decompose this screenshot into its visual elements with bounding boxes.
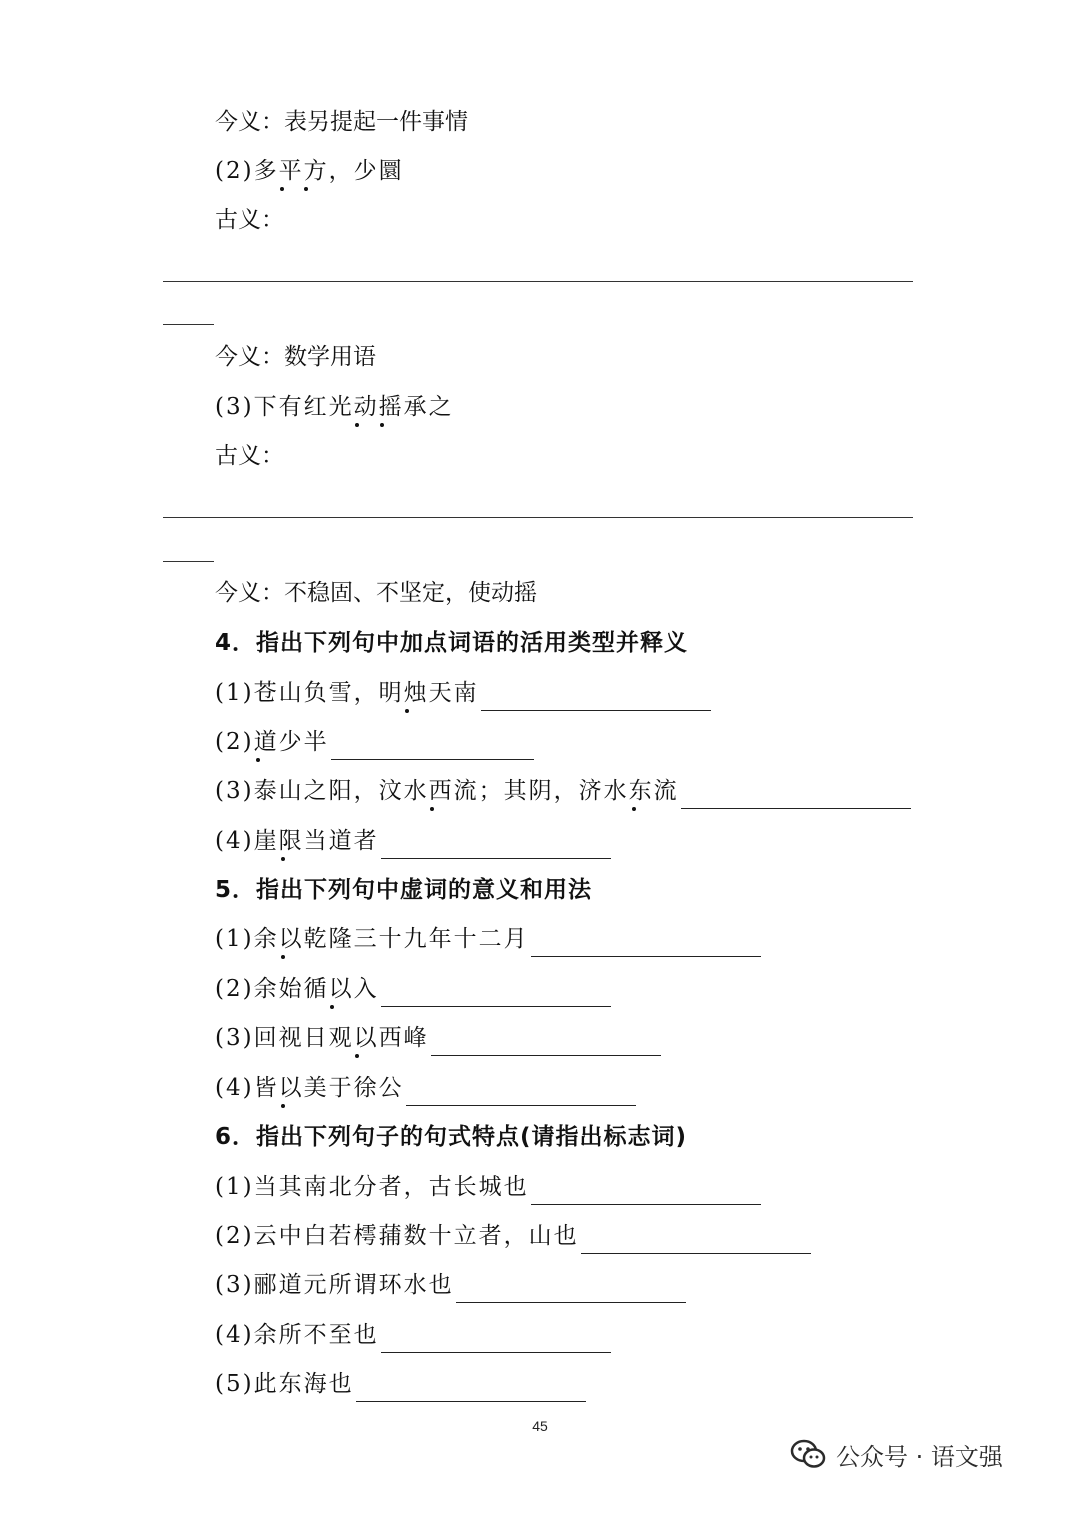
meaning-now-line: 今义：数学用语 (215, 344, 376, 370)
answer-blank[interactable] (531, 930, 761, 957)
emphasis-dot (405, 709, 409, 713)
emphasis-dot (330, 1005, 334, 1009)
emphasis-dot (281, 1104, 285, 1108)
answer-blank[interactable] (481, 684, 711, 711)
question-item: (2)道少半 (215, 724, 534, 760)
wechat-icon (790, 1439, 826, 1469)
answer-blank[interactable] (681, 782, 911, 809)
meaning-old-line: 古义： (215, 207, 284, 233)
section-heading: 4．指出下列句中加点词语的活用类型并释义 (215, 630, 689, 656)
question-item: (1)当其南北分者，古长城也 (215, 1169, 761, 1205)
question-item: (4)皆以美于徐公 (215, 1070, 636, 1106)
answer-rule-end[interactable] (163, 324, 214, 325)
answer-blank[interactable] (381, 1326, 611, 1353)
emphasis-dot (355, 423, 359, 427)
answer-blank[interactable] (331, 733, 534, 760)
emphasis-dot (304, 187, 308, 191)
question-item: (1)余以乾隆三十九年十二月 (215, 921, 761, 957)
question-item: (3)泰山之阳，汶水西流；其阴，济水东流 (215, 773, 911, 809)
question-item: (3)郦道元所谓环水也 (215, 1267, 686, 1303)
answer-blank[interactable] (381, 980, 611, 1007)
question-item: (2)余始循以入 (215, 971, 611, 1007)
section-heading: 6．指出下列句子的句式特点(请指出标志词) (215, 1124, 688, 1150)
answer-blank[interactable] (381, 832, 611, 859)
meaning-now-line: 今义：表另提起一件事情 (215, 109, 468, 135)
answer-blank[interactable] (431, 1029, 661, 1056)
answer-blank[interactable] (456, 1276, 686, 1303)
emphasis-dot (281, 857, 285, 861)
watermark (790, 1434, 1003, 1474)
question-item: (4)崖限当道者 (215, 823, 611, 859)
answer-rule[interactable] (163, 281, 913, 282)
page-number: 45 (532, 1418, 548, 1434)
answer-rule-end[interactable] (163, 561, 214, 562)
question-item: (3)回视日观以西峰 (215, 1020, 661, 1056)
question-item: (4)余所不至也 (215, 1317, 611, 1353)
question-item: (3)下有红光动摇承之 (215, 394, 454, 420)
answer-blank[interactable] (531, 1178, 761, 1205)
question-item: (1)苍山负雪，明烛天南 (215, 675, 711, 711)
emphasis-dot (632, 807, 636, 811)
answer-blank[interactable] (581, 1227, 811, 1254)
emphasis-dot (430, 807, 434, 811)
emphasis-dot (280, 187, 284, 191)
watermark-text: 公众号 · 语文强 (836, 1442, 1003, 1471)
section-heading: 5．指出下列句中虚词的意义和用法 (215, 877, 593, 903)
meaning-old-line: 古义： (215, 443, 284, 469)
answer-blank[interactable] (406, 1079, 636, 1106)
answer-blank[interactable] (356, 1375, 586, 1402)
question-item: (2)云中白若樗蒱数十立者，山也 (215, 1218, 811, 1254)
emphasis-dot (281, 955, 285, 959)
emphasis-dot (355, 1054, 359, 1058)
meaning-now-line: 今义：不稳固、不坚定，使动摇 (215, 580, 537, 606)
question-item: (2)多平方，少圜 (215, 158, 404, 184)
question-item: (5)此东海也 (215, 1366, 586, 1402)
emphasis-dot (380, 423, 384, 427)
emphasis-dot (256, 758, 260, 762)
answer-rule[interactable] (163, 517, 913, 518)
